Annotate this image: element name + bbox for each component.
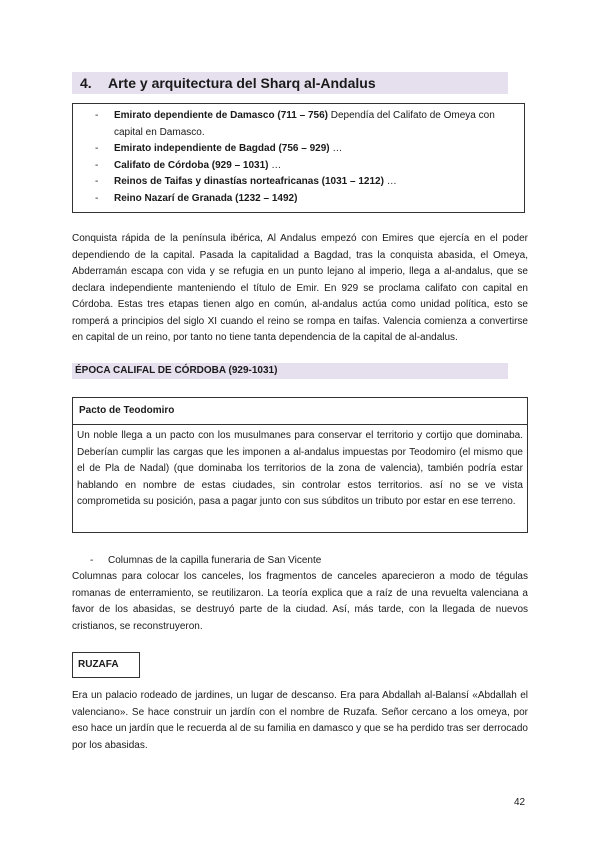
period-description: … xyxy=(383,176,397,188)
columnas-paragraph: Columnas para colocar los canceles, los fragmentos de canceles aparecieron a modo de tégulas romanas de enterramiento, se reutilizaron. La teoría explica que a raíz de una revuelta valenciana a favor de los abasidas, se destruyó parte de la ciudad. Así, más tarde, con la llegada de nuevos cristianos, se reconstruyeron. xyxy=(72,571,528,632)
period-name: Reinos de Taifas y dinastías norteafricanas (1031 – 1212) xyxy=(114,176,384,188)
dash-marker: - xyxy=(95,143,99,155)
subsection-heading xyxy=(72,363,508,379)
columnas-bullet xyxy=(90,553,321,569)
dash-marker: - xyxy=(90,555,94,566)
intro-paragraph: Conquista rápida de la península ibérica, Al Andalus empezó con Emires que ejercía en el poder dependiendo de la capital. Pasada la capitalidad a Bagdad, tras la conquista abasida, el Omeya, Abderramán escapa con vida y se refugia en un punto lejano al imperio, llega a al-andalus, que se declara independiente manteniendo el título de Emir. En 929 se proclama califato con capital en Córdoba. Estas tres etapas tienen algo en común, al-andalus actúa como unidad política, esto se romperá a principios del siglo XI cuando el reino se rompa en taifas. Valencia comienza a convertirse en capital de un reino, por tanto no tiene tanta dependencia de la capital de al-andalus. xyxy=(72,233,528,343)
period-name: Emirato dependiente de Damasco (711 – 756) xyxy=(114,110,328,121)
period-name: Califato de Córdoba (929 – 1031) xyxy=(114,159,269,171)
subsection-title: ÉPOCA CALIFAL DE CÓRDOBA (929-1031) xyxy=(75,365,278,376)
section-heading xyxy=(72,72,508,94)
period-name: Reino Nazarí de Granada (1232 – 1492) xyxy=(114,192,298,204)
period-item xyxy=(73,108,518,141)
period-item xyxy=(73,191,518,208)
pacto-box xyxy=(72,397,528,533)
period-item xyxy=(73,174,518,191)
heading-title: Arte y arquitectura del Sharq al-Andalus xyxy=(108,75,376,91)
period-description: … xyxy=(268,159,282,171)
pacto-title: Pacto de Teodomiro xyxy=(73,398,527,425)
periods-box xyxy=(72,103,525,213)
page-number: 42 xyxy=(514,797,526,808)
heading-number: 4. xyxy=(80,75,92,91)
dash-marker: - xyxy=(95,110,99,121)
period-item xyxy=(73,158,518,175)
dash-marker: - xyxy=(95,159,99,171)
periods-list xyxy=(73,104,524,208)
period-item xyxy=(73,141,518,158)
dash-marker: - xyxy=(95,192,99,204)
columnas-bullet-text: Columnas de la capilla funeraria de San Vicente xyxy=(108,555,322,566)
ruzafa-box: RUZAFA xyxy=(72,652,140,678)
period-description: Dependía del Califato de Omeya con capital en Damasco. xyxy=(114,110,495,138)
dash-marker: - xyxy=(95,176,99,188)
period-description: … xyxy=(329,143,343,155)
ruzafa-paragraph: Era un palacio rodeado de jardines, un lugar de descanso. Era para Abdallah al-Balansí «Abdallah el valenciano». Se hace construir un jardín con el nombre de Ruzafa. Señor cercano a los omeya, por eso hace un jardín que le recuerda al de su familia en damasco y que se ha perdido tras ser derrocado por los abasidas. xyxy=(72,690,528,751)
period-name: Emirato independiente de Bagdad (756 – 929) xyxy=(114,143,330,155)
pacto-text: Un noble llega a un pacto con los musulmanes para conservar el territorio y cortijo que dominaba. Deberían cumplir las cargas que les imponen a al-andalus impuestas por Teodomiro (el mismo que el de Pla de Nadal) (que dominaba los territorios de la zona de valencia), también podría estar hablando en nombre de estas ciudades, sin controlar estos territorios. así no se ve vista comprometida su posición, pasa a pagar junto con sus súbditos un tributo por estar en ese terreno. xyxy=(77,430,523,507)
